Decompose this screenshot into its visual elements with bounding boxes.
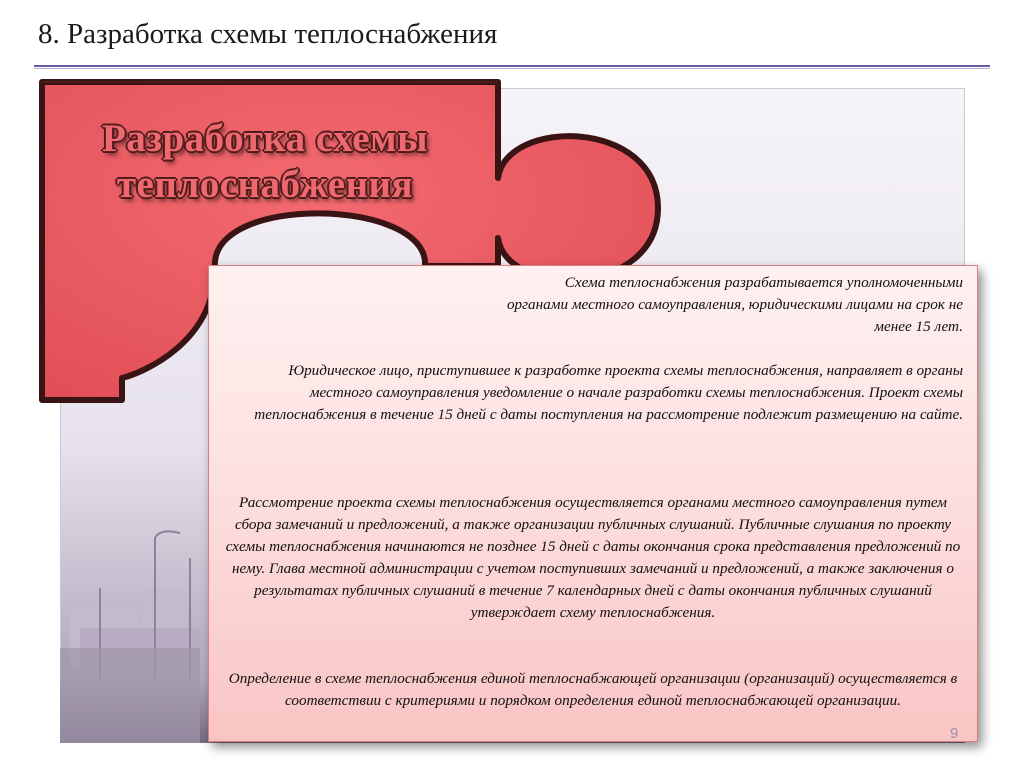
- title-divider: [34, 65, 990, 69]
- title-divider-line: [34, 65, 990, 67]
- page-number: 9: [950, 725, 959, 742]
- paragraph-2: Юридическое лицо, приступившее к разработке проекта схемы теплоснабжения, направляет в органы местного самоуправления уведомление о начале разработки схемы теплоснабжения. Проект схемы теплоснабжения в течение 15 дней с даты поступления на рассмотрение подлежит размещению на сайте.: [254, 362, 963, 423]
- paragraph-4: Определение в схеме теплоснабжения единой теплоснабжающей организации (организаций) осуществляется в соответствии с критериями и порядком определения единой теплоснабжающей организации.: [228, 670, 958, 709]
- content-text-box: [208, 265, 978, 742]
- paragraph-1: Схема теплоснабжения разрабатывается уполномоченными органами местного самоуправления, юридическими лицами на срок не менее 15 лет.: [506, 274, 963, 335]
- puzzle-heading-line1: Разработка схемы: [101, 117, 429, 160]
- puzzle-heading-line2: теплоснабжения: [116, 163, 414, 206]
- slide-title: 8. Разработка схемы теплоснабжения: [38, 18, 498, 50]
- title-divider-line-thin: [34, 68, 990, 69]
- puzzle-heading: [40, 116, 490, 208]
- paragraph-3: Рассмотрение проекта схемы теплоснабжения осуществляется органами местного самоуправления путем сбора замечаний и предложений, а также организации публичных слушаний. Публичные слушания по проекту схемы теплоснабжения начинаются не позднее 15 дней с даты окончания срока представления предложений по нему. Глава местной администрации с учетом поступивших замечаний и предложений, а также заключения о результатах публичных слушаний в течение 7 календарных дней с даты окончания публичных слушаний утверждает схему теплоснабжения.: [225, 494, 961, 621]
